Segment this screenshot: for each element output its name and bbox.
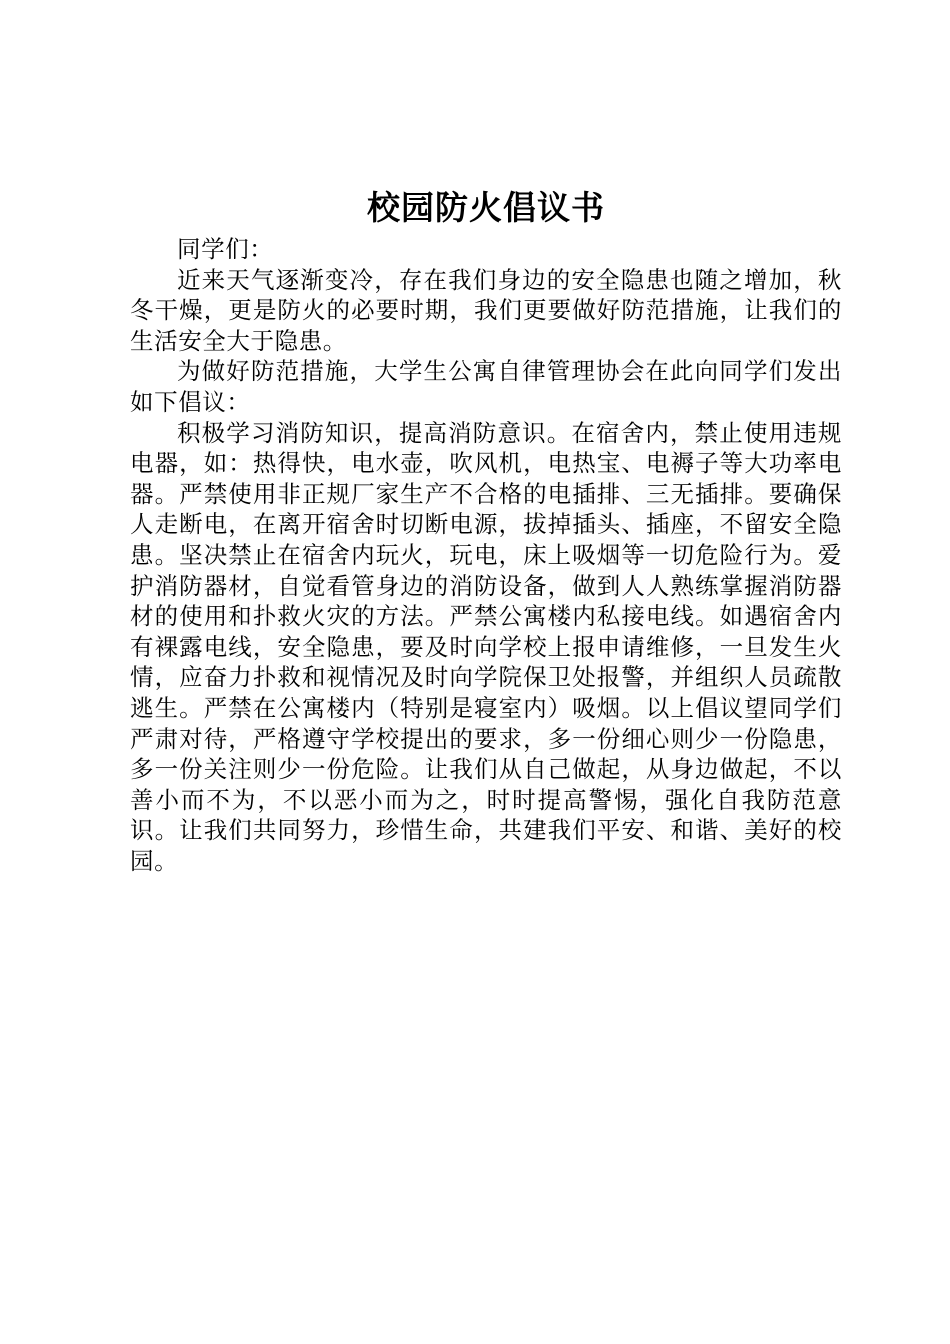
document-body [130, 234, 842, 876]
salutation: 同学们： [177, 235, 274, 263]
document-title: 校园防火倡议书 [367, 188, 605, 227]
paragraph-initiative-lead: 为做好防范措施，大学生公寓自律管理协会在此向同学们发出如下倡议： [130, 357, 842, 416]
paragraph-intro: 近来天气逐渐变冷，存在我们身边的安全隐患也随之增加，秋冬干燥，更是防火的必要时期，我们更要做好防范措施，让我们的生活安全大于隐患。 [130, 265, 842, 355]
paragraph-initiative-details: 积极学习消防知识，提高消防意识。在宿舍内，禁止使用违规电器，如：热得快，电水壶，吹风机，电热宝、电褥子等大功率电器。严禁使用非正规厂家生产不合格的电插排、三无插排。要确保人走断电，在离开宿舍时切断电源，拔掉插头、插座，不留安全隐患。坚决禁止在宿舍内玩火，玩电，床上吸烟等一切危险行为。爱护消防器材，自觉看管身边的消防设备，做到人人熟练掌握消防器材的使用和扑救火灾的方法。严禁公寓楼内私接电线。如遇宿舍内有裸露电线，安全隐患，要及时向学校上报申请维修，一旦发生火情，应奋力扑救和视情况及时向学院保卫处报警，并组织人员疏散逃生。严禁在公寓楼内（特别是寝室内）吸烟。以上倡议望同学们严肃对待，严格遵守学校提出的要求，多一份细心则少一份隐患，多一份关注则少一份危险。让我们从自己做起，从身边做起，不以善小而不为，不以恶小而为之，时时提高警惕，强化自我防范意识。让我们共同努力，珍惜生命，共建我们平安、和谐、美好的校园。 [130, 418, 842, 875]
